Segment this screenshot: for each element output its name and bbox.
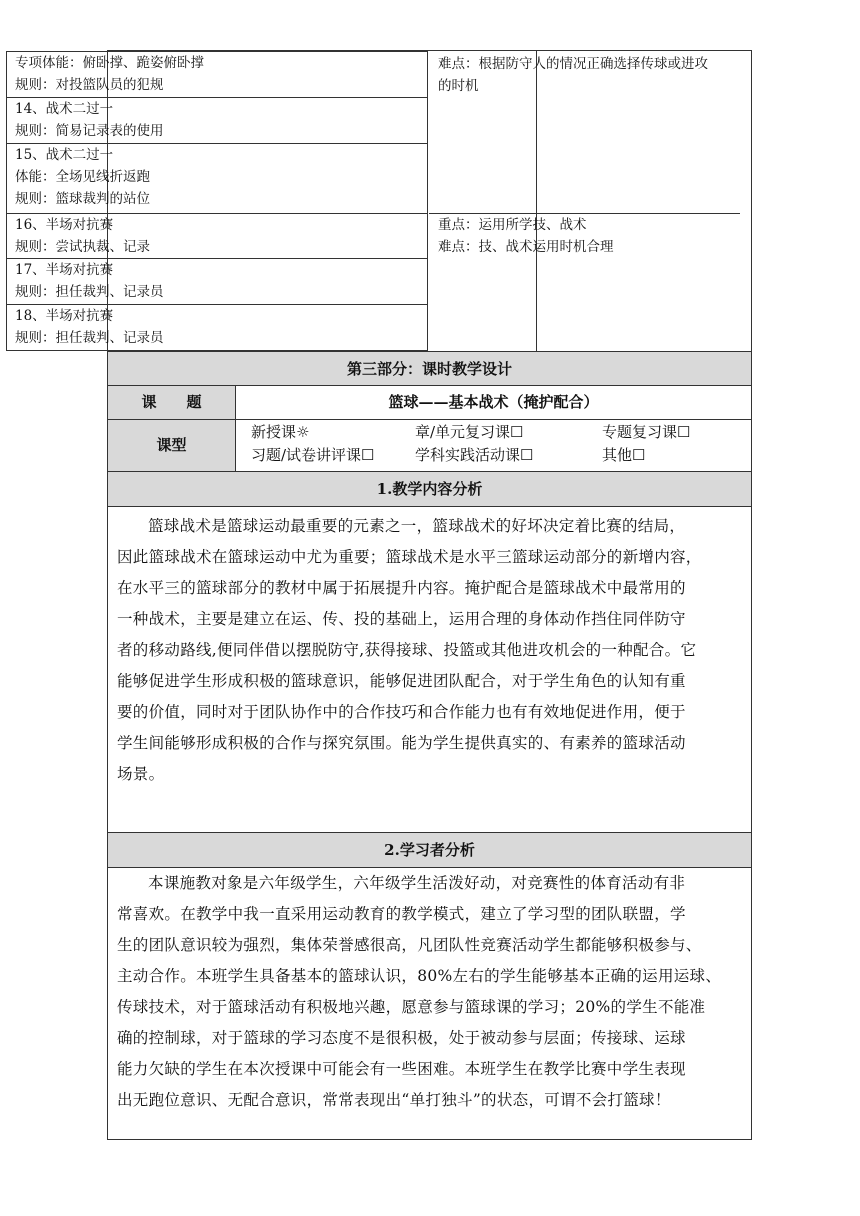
content-analysis-text: [108, 507, 751, 790]
section-header-part3: [107, 351, 752, 386]
paragraph-line: 要的价值，同时对于团队协作中的合作技巧和合作能力也有有效地促进作用，便于: [117, 703, 686, 721]
schedule-cell-left: [6, 213, 428, 258]
option-new-lesson[interactable]: 新授课☼: [251, 423, 310, 441]
paragraph-line: 出无跑位意识、无配合意识，常常表现出“单打独斗”的状态，可谓不会打篮球！: [117, 1091, 671, 1109]
paragraph-line: 能够促进学生形成积极的篮球意识，能够促进团队配合，对于学生角色的认知有重: [117, 672, 686, 690]
cell-line: 专项体能：俯卧撑、跪姿俯卧撑: [15, 55, 204, 71]
section-header-learner-analysis: [107, 833, 752, 868]
cell-line: 体能：全场见线折返跑: [15, 169, 150, 185]
cell-line: 16、半场对抗赛: [15, 217, 114, 233]
paragraph-line: 传球技术，对于篮球活动有积极地兴趣，愿意参与篮球课的学习；20%的学生不能准: [117, 998, 706, 1016]
cell-line: 规则：尝试执裁、记录: [15, 239, 150, 255]
schedule-cell-right: [429, 214, 740, 258]
schedule-cell-left: [6, 143, 428, 213]
paragraph-line: 生的团队意识较为强烈，集体荣誉感很高，凡团队性竞赛活动学生都能够积极参与、: [117, 936, 702, 954]
schedule-cell-left: [6, 51, 428, 97]
option-chapter-review[interactable]: 章/单元复习课☐: [415, 423, 524, 441]
cell-line: 规则：担任裁判、记录员: [15, 284, 164, 300]
topic-row: [107, 386, 752, 420]
paragraph-line: 能力欠缺的学生在本次授课中可能会有一些困难。本班学生在教学比赛中学生表现: [117, 1060, 686, 1078]
cell-line: 规则：担任裁判、记录员: [15, 330, 164, 346]
section-title: 第三部分：课时教学设计: [346, 360, 512, 378]
paragraph-line: 者的移动路线,便同伴借以摆脱防守,获得接球、投篮或其他进攻机会的一种配合。它: [117, 641, 697, 659]
section-title: 2.学习者分析: [384, 841, 475, 859]
content-analysis-body: [107, 507, 752, 833]
learner-analysis-body: [107, 868, 752, 1140]
cell-line: 的时机: [438, 78, 479, 94]
paragraph-line: 常喜欢。在教学中我一直采用运动教育的教学模式，建立了学习型的团队联盟，学: [117, 905, 686, 923]
lesson-type-row: [107, 420, 752, 472]
paragraph-line: 因此篮球战术在篮球运动中尤为重要；篮球战术是水平三篮球运动部分的新增内容，: [117, 548, 702, 566]
schedule-cell-right: [429, 53, 740, 97]
paragraph-line: 一种战术，主要是建立在运、传、投的基础上，运用合理的身体动作挡住同伴防守: [117, 610, 686, 628]
cell-line: 18、半场对抗赛: [15, 308, 114, 324]
section-title: 1.教学内容分析: [376, 480, 483, 498]
option-exercise-review[interactable]: 习题/试卷讲评课☐: [251, 446, 375, 464]
section-header-content-analysis: [107, 472, 752, 507]
cell-line: 14、战术二过一: [15, 101, 114, 117]
cell-line: 规则：简易记录表的使用: [15, 123, 164, 139]
topic-value-cell: [236, 386, 751, 419]
paragraph-line: 本课施教对象是六年级学生，六年级学生活泼好动，对竞赛性的体育活动有非: [148, 874, 686, 892]
cell-line: 规则：对投篮队员的犯规: [15, 77, 164, 93]
option-practice-activity[interactable]: 学科实践活动课☐: [415, 446, 534, 464]
lesson-type-options: [236, 420, 751, 471]
learner-analysis-text: [108, 868, 751, 1116]
paragraph-line: 确的控制球，对于篮球的学习态度不是很积极，处于被动参与层面；传接球、运球: [117, 1029, 686, 1047]
schedule-cell-left: [6, 304, 428, 351]
lesson-type-label: 课型: [108, 420, 236, 471]
paragraph-line: 场景。: [117, 765, 165, 783]
option-other[interactable]: 其他☐: [602, 446, 646, 464]
option-topic-review[interactable]: 专题复习课☐: [602, 423, 691, 441]
schedule-cell-left: [6, 97, 428, 143]
paragraph-line: 学生间能够形成积极的合作与探究氛围。能为学生提供真实的、有素养的篮球活动: [117, 734, 686, 752]
paragraph-line: 在水平三的篮球部分的教材中属于拓展提升内容。掩护配合是篮球战术中最常用的: [117, 579, 686, 597]
cell-line: 重点：运用所学技、战术: [438, 217, 587, 233]
paragraph-line: 主动合作。本班学生具备基本的篮球认识，80%左右的学生能够基本正确的运用运球、: [117, 967, 722, 985]
cell-line: 难点：技、战术运用时机合理: [438, 239, 614, 255]
schedule-cell-left: [6, 258, 428, 304]
topic-value: 篮球——基本战术（掩护配合）: [388, 393, 599, 411]
cell-line: 规则：篮球裁判的站位: [15, 191, 150, 207]
topic-label: 课 题: [108, 386, 236, 419]
cell-line: 难点：根据防守人的情况正确选择传球或进攻: [438, 56, 708, 72]
cell-line: 15、战术二过一: [15, 147, 114, 163]
cell-line: 17、半场对抗赛: [15, 262, 114, 278]
paragraph-line: 篮球战术是篮球运动最重要的元素之一，篮球战术的好坏决定着比赛的结局，: [148, 517, 686, 535]
